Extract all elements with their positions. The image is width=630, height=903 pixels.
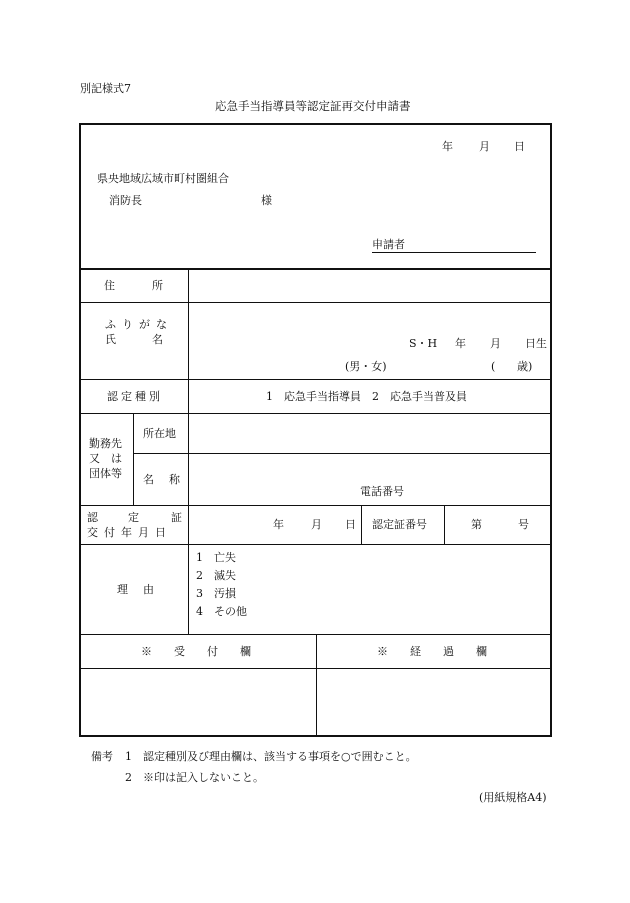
age-open: (: [491, 360, 496, 373]
reason-option-4: 4 その他: [196, 605, 247, 618]
age-close: 歳): [517, 360, 533, 373]
name-label-a: 氏: [105, 333, 116, 346]
date-year-label: 年: [442, 140, 453, 153]
reason-option-2: 2 滅失: [196, 569, 236, 582]
cert-type-label: 認定種別: [107, 390, 163, 403]
cert-type-options: 1 応急手当指導員 2 応急手当普及員: [266, 390, 467, 403]
note-item-2: 2 ※印は記入しないこと。: [125, 771, 264, 784]
birth-era: S・H: [409, 337, 438, 350]
issue-day-label: 日: [345, 518, 356, 531]
application-form: [79, 123, 552, 737]
applicant-underline: [372, 252, 536, 253]
workplace-name-label-b: 称: [169, 473, 180, 486]
reason-label-a: 理: [117, 583, 128, 596]
furigana-label: ふりがな: [105, 318, 173, 331]
issue-label-1c: 証: [171, 511, 182, 524]
issue-year-label: 年: [273, 518, 284, 531]
addressee-org: 県央地域広域市町村圏組合: [97, 172, 229, 185]
issue-label-1b: 定: [128, 511, 139, 524]
workplace-label-3: 団体等: [89, 467, 122, 480]
issue-label-2: 交付年月日: [87, 526, 172, 539]
form-title: 応急手当指導員等認定証再交付申請書: [215, 99, 411, 113]
location-label: 所在地: [143, 427, 176, 440]
cert-number-suffix: 号: [518, 518, 529, 531]
birth-year-label: 年: [455, 337, 466, 350]
applicant-label: 申請者: [372, 238, 405, 251]
address-label-b: 所: [152, 279, 163, 292]
reason-option-3: 3 汚損: [196, 587, 236, 600]
name-label-b: 名: [152, 333, 163, 346]
addressee-role: 消防長: [109, 194, 142, 207]
issue-label-1a: 認: [87, 511, 98, 524]
date-month-label: 月: [479, 140, 490, 153]
phone-label: 電話番号: [360, 485, 404, 498]
issue-month-label: 月: [311, 518, 322, 531]
honorific: 様: [261, 194, 272, 207]
workplace-label-1: 勤務先: [89, 437, 122, 450]
birth-day-label: 日生: [525, 337, 547, 350]
note-item-1: 1 認定種別及び理由欄は、該当する事項を○で囲むこと。: [125, 750, 417, 763]
gender-options: (男・女): [345, 360, 387, 373]
cert-number-label: 認定証番号: [372, 518, 427, 531]
reception-label: ※ 受 付 欄: [141, 645, 251, 658]
workplace-label-2: 又 は: [89, 452, 122, 465]
address-label-a: 住: [104, 279, 115, 292]
progress-label: ※ 経 過 欄: [377, 645, 487, 658]
cert-number-prefix: 第: [471, 518, 482, 531]
birth-month-label: 月: [490, 337, 501, 350]
reason-label-b: 由: [143, 583, 154, 596]
date-day-label: 日: [514, 140, 525, 153]
notes-prefix: 備考: [91, 750, 113, 763]
form-number: 別記様式7: [80, 82, 131, 95]
reason-option-1: 1 亡失: [196, 551, 236, 564]
paper-size: (用紙規格A4): [479, 791, 547, 804]
workplace-name-label-a: 名: [143, 473, 154, 486]
